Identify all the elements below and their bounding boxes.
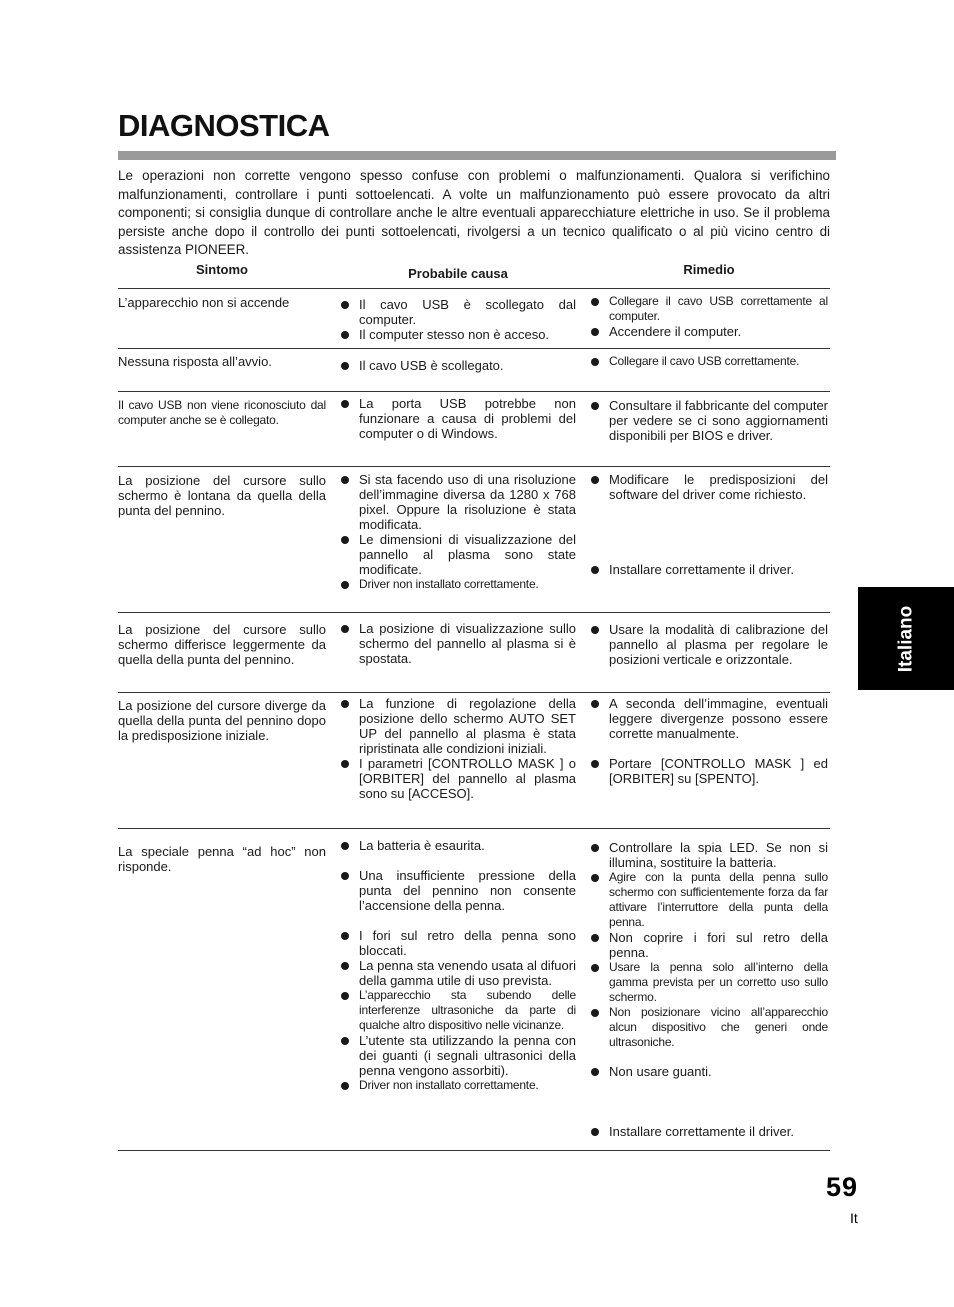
language-tab-label: Italiano	[894, 605, 916, 672]
language-side-tab	[858, 587, 954, 690]
header-cause: Probabile causa	[408, 266, 508, 281]
remedy-cell	[590, 294, 828, 339]
remedy-item: Modificare le predisposizioni del software del driver come richiesto.	[590, 472, 828, 502]
troubleshooting-table	[118, 258, 830, 1151]
remedy-item: Collegare il cavo USB correttamente al computer.	[590, 294, 828, 324]
remedy-item: Controllare la spia LED. Se non si illumina, sostituire la batteria.	[590, 840, 828, 870]
cause-item: La batteria è esaurita.	[340, 838, 576, 853]
remedy-cell	[590, 354, 828, 369]
cause-item: La funzione di regolazione della posizione dello schermo AUTO SET UP del pannello al plasma è stata ripristinata alle condizioni iniziali.	[340, 696, 576, 756]
remedy-cell	[590, 840, 828, 1139]
page-number: 59	[825, 1172, 858, 1202]
language-code: It	[850, 1210, 858, 1226]
header-symptom: Sintomo	[196, 262, 248, 277]
table-row	[118, 289, 830, 349]
remedy-item: Non coprire i fori sul retro della penna.	[590, 930, 828, 960]
cause-item: Le dimensioni di visualizzazione del pannello al plasma sono state modificate.	[340, 532, 576, 577]
cause-cell	[340, 472, 576, 592]
remedy-item: Installare correttamente il driver.	[590, 562, 828, 577]
table-row	[118, 467, 830, 613]
cause-item: L’utente sta utilizzando la penna con dei guanti (i segnali ultrasonici della penna vengono assorbiti).	[340, 1033, 576, 1078]
table-header-row	[118, 258, 830, 289]
remedy-item: Usare la modalità di calibrazione del pannello al plasma per regolare le posizioni verticale e orizzontale.	[590, 622, 828, 667]
table-row	[118, 392, 830, 467]
cause-cell	[340, 358, 576, 373]
remedy-item: Portare [CONTROLLO MASK ] ed [ORBITER] su [SPENTO].	[590, 756, 828, 786]
remedy-item: Installare correttamente il driver.	[590, 1124, 828, 1139]
symptom-cell: La posizione del cursore sullo schermo differisce leggermente da quella della punta del pennino.	[118, 622, 326, 667]
cause-item: L’apparecchio sta subendo delle interferenze ultrasoniche da parte di qualche altro dispositivo nelle vicinanze.	[340, 988, 576, 1033]
remedy-cell	[590, 472, 828, 577]
cause-item: Una insufficiente pressione della punta del pennino non consente l’accensione della penna.	[340, 868, 576, 913]
symptom-cell: La posizione del cursore sullo schermo è lontana da quella della punta del pennino.	[118, 473, 326, 518]
table-row	[118, 829, 830, 1151]
remedy-cell	[590, 696, 828, 786]
cause-item: Il computer stesso non è acceso.	[340, 327, 576, 342]
cause-item: La posizione di visualizzazione sullo schermo del pannello al plasma si è spostata.	[340, 621, 576, 666]
symptom-cell: La speciale penna “ad hoc” non risponde.	[118, 844, 326, 874]
cause-item: I fori sul retro della penna sono bloccati.	[340, 928, 576, 958]
remedy-item: A seconda dell’immagine, eventuali leggere divergenze possono essere corrette manualmente.	[590, 696, 828, 741]
title-underline-bar	[118, 151, 836, 160]
symptom-cell: Nessuna risposta all’avvio.	[118, 354, 272, 369]
remedy-item: Collegare il cavo USB correttamente.	[590, 354, 828, 369]
symptom-cell: Il cavo USB non viene riconosciuto dal computer anche se è collegato.	[118, 398, 326, 427]
header-remedy: Rimedio	[683, 262, 735, 277]
cause-item: Driver non installato correttamente.	[340, 577, 576, 592]
table-row	[118, 693, 830, 829]
cause-cell	[340, 396, 576, 441]
intro-paragraph: Le operazioni non corrette vengono spesso confuse con problemi o malfunzionamenti. Qualora si verifichino malfunzionamenti, controllare i punti sottoelencati. A volte un malfunzionamento può essere provocato da altri componenti; si consiglia dunque di controllare anche le altre eventuali apparecchiature elettriche in uso. Se il problema persiste anche dopo il controllo dei punti sottoelencati, rivolgersi a un tecnico qualificato o al più vicino centro di assistenza PIONEER.	[118, 168, 830, 258]
cause-cell	[340, 621, 576, 666]
remedy-item: Consultare il fabbricante del computer per vedere se ci sono aggiornamenti disponibili per BIOS e driver.	[590, 398, 828, 443]
cause-cell	[340, 696, 576, 801]
table-row	[118, 613, 830, 693]
table-row	[118, 349, 830, 392]
cause-item: La penna sta venendo usata al difuori della gamma utile di uso prevista.	[340, 958, 576, 988]
cause-item: I parametri [CONTROLLO MASK ] o [ORBITER] del pannello al plasma sono su [ACCESO].	[340, 756, 576, 801]
cause-item: Si sta facendo uso di una risoluzione dell’immagine diversa da 1280 x 768 pixel. Oppure la risoluzione è stata modificata.	[340, 472, 576, 532]
remedy-item: Usare la penna solo all’interno della gamma prevista per un corretto uso sullo schermo.	[590, 960, 828, 1005]
symptom-cell: L’apparecchio non si accende	[118, 295, 290, 310]
remedy-item: Non posizionare vicino all’apparecchio alcun dispositivo che generi onde ultrasoniche.	[590, 1005, 828, 1050]
cause-item: Il cavo USB è scollegato.	[340, 358, 576, 373]
cause-item: La porta USB potrebbe non funzionare a causa di problemi del computer o di Windows.	[340, 396, 576, 441]
cause-cell	[340, 297, 576, 342]
remedy-item: Non usare guanti.	[590, 1064, 828, 1079]
symptom-cell: La posizione del cursore diverge da quella della punta del pennino dopo la predisposizione iniziale.	[118, 698, 326, 743]
cause-cell	[340, 838, 576, 1093]
cause-item: Driver non installato correttamente.	[340, 1078, 576, 1093]
remedy-item: Agire con la punta della penna sullo schermo con sufficientemente forza da far attivare l’interruttore della punta della penna.	[590, 870, 828, 930]
remedy-cell	[590, 622, 828, 667]
page-title: DIAGNOSTICA	[118, 108, 330, 143]
remedy-item: Accendere il computer.	[590, 324, 828, 339]
cause-item: Il cavo USB è scollegato dal computer.	[340, 297, 576, 327]
remedy-cell	[590, 398, 828, 443]
